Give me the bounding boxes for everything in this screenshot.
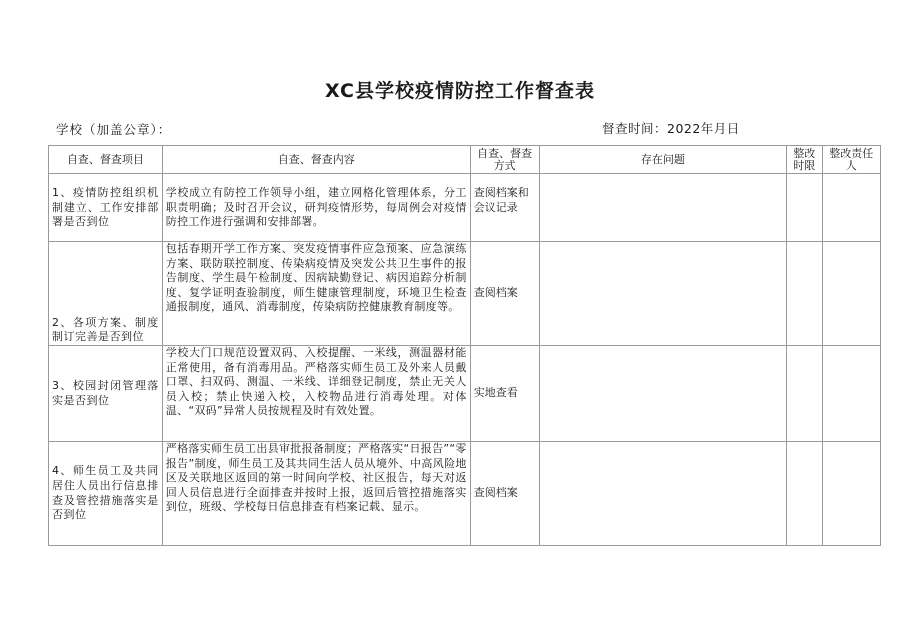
row-content: 包括春期开学工作方案、突发疫情事件应急预案、应急演练方案、联防联控制度、传染病疫情及突发公共卫生事件的报告制度、学生晨午检制度、因病缺勤登记、病因追踪分析制度、复学证明查验制度，师生健康管理制度，环境卫生检查通报制度，通风、消毒制度，传染病防控健康教育制度等。: [162, 242, 470, 346]
row-method: 查阅档案和会议记录: [470, 174, 539, 242]
row-owner: [822, 174, 880, 242]
header-content: 自查、督查内容: [162, 146, 470, 174]
table-row: [49, 242, 881, 346]
row-content: 严格落实师生员工出县审批报备制度；严格落实“日报告”“零报告”制度，师生员工及其共同生活人员从境外、中高风险地区及关联地区返回的第一时间向学校、社区报告，每天对返回人员信息进行全面排查并按时上报，返回后管控措施落实到位，班级、学校每日信息排查有档案记载、显示。: [162, 442, 470, 546]
table-header-row: [49, 146, 881, 174]
row-owner: [822, 242, 880, 346]
inspection-date: 督查时间：2022年月日: [602, 121, 740, 136]
row-deadline: [787, 174, 822, 242]
row-method: 查阅档案: [470, 242, 539, 346]
row-method: 查阅档案: [470, 442, 539, 546]
row-owner: [822, 346, 880, 442]
header-deadline: 整改时限: [787, 146, 822, 174]
row-issues: [539, 442, 786, 546]
header-issues: 存在问题: [539, 146, 786, 174]
row-deadline: [787, 242, 822, 346]
header-item: 自查、督查项目: [49, 146, 163, 174]
header-owner: 整改责任人: [822, 146, 880, 174]
row-deadline: [787, 346, 822, 442]
row-item: 4、师生员工及共同居住人员出行信息排查及管控措施落实是否到位: [49, 442, 163, 546]
table-row: [49, 174, 881, 242]
table-row: [49, 346, 881, 442]
row-owner: [822, 442, 880, 546]
table-row: [49, 442, 881, 546]
school-label: 学校（加盖公章）：: [56, 122, 172, 137]
row-item: 3、校园封闭管理落实是否到位: [49, 346, 163, 442]
row-issues: [539, 174, 786, 242]
document-title: XC县学校疫情防控工作督查表: [325, 80, 595, 102]
row-content: 学校大门口规范设置双码、入校提醒、一米线，测温器材能正常使用，备有消毒用品。严格落实师生员工及外来人员戴口罩、扫双码、测温、一米线、详细登记制度，禁止无关人员入校；禁止快递入校，入校物品进行消毒处理。对体温、“双码”异常人员按规程及时有效处置。: [162, 346, 470, 442]
row-deadline: [787, 442, 822, 546]
inspection-table: [48, 145, 881, 546]
row-item: 2、各项方案、制度制订完善是否到位: [49, 242, 163, 346]
row-content: 学校成立有防控工作领导小组，建立网格化管理体系，分工职责明确；及时召开会议，研判疫情形势，每周例会对疫情防控工作进行强调和安排部署。: [162, 174, 470, 242]
row-method: 实地查看: [470, 346, 539, 442]
row-issues: [539, 346, 786, 442]
row-item: 1、疫情防控组织机制建立、工作安排部署是否到位: [49, 174, 163, 242]
row-issues: [539, 242, 786, 346]
header-method: 自查、督查方式: [470, 146, 539, 174]
